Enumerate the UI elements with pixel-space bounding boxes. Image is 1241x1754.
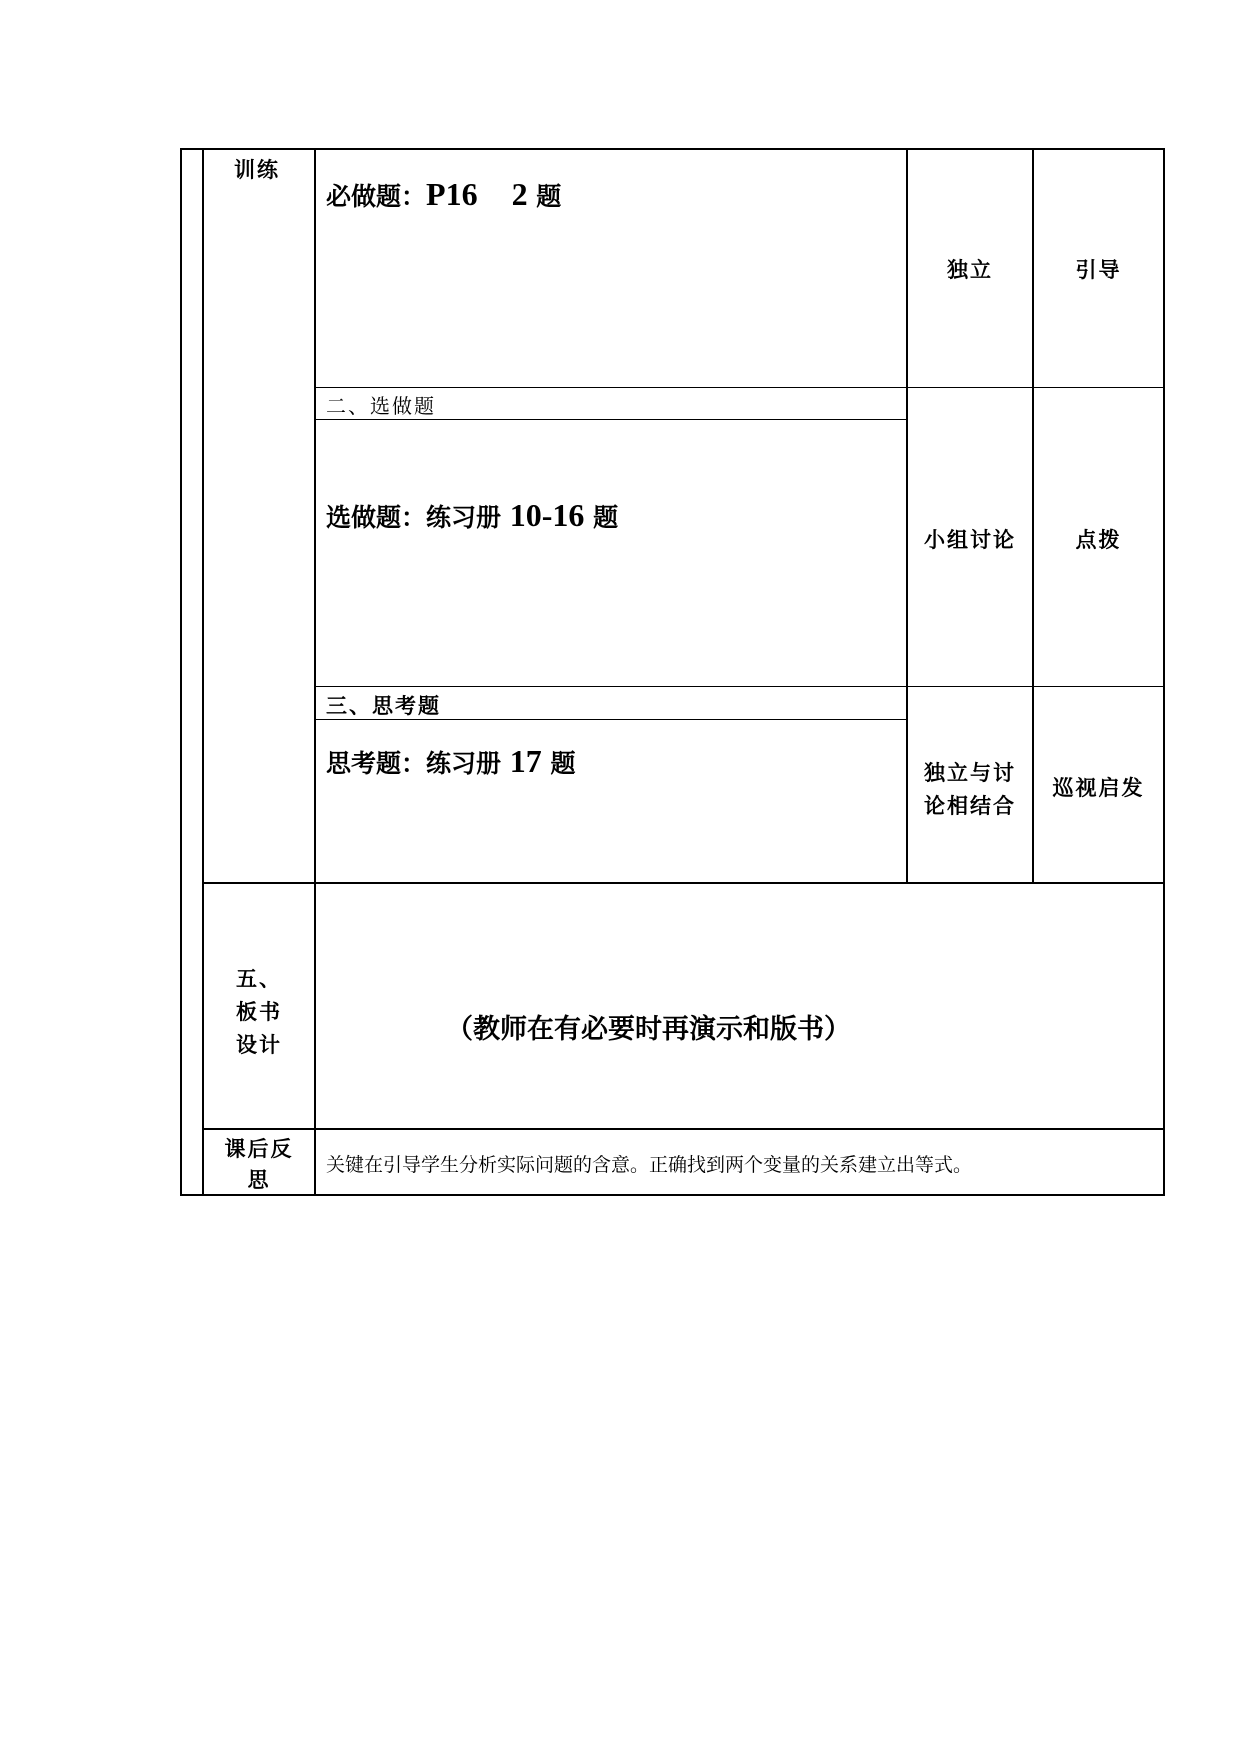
required-prefix: 必做题：: [326, 182, 427, 211]
thinking-number: 17: [509, 743, 542, 779]
optional-heading: 二、选做题: [326, 394, 436, 418]
training-label: 训练: [234, 157, 280, 182]
required-suffix: 题: [536, 182, 562, 211]
grid-line: [202, 1128, 1165, 1130]
thinking-teacher-mode: 巡视启发: [1052, 775, 1145, 800]
reflection-label-line1: 课后反: [224, 1136, 294, 1161]
grid-line: [180, 148, 182, 1196]
required-page: P16: [426, 176, 478, 212]
optional-suffix: 题: [593, 503, 619, 532]
grid-line: [1163, 148, 1165, 1196]
optional-range: 10-16: [509, 497, 585, 533]
optional-teacher-mode: 点拨: [1075, 527, 1122, 552]
grid-line: [180, 148, 1165, 150]
thinking-student-mode-line1: 独立与讨: [924, 760, 1016, 785]
board-label: [204, 962, 314, 1061]
thinking-prefix: 思考题：练习册: [326, 749, 502, 778]
board-label-line1: 五、: [236, 966, 282, 991]
grid-line: [202, 882, 1165, 884]
optional-exercise: [326, 497, 618, 534]
required-exercise: [326, 176, 561, 213]
required-number: 2: [511, 176, 528, 212]
required-teacher-mode: 引导: [1075, 257, 1122, 282]
grid-line: [314, 419, 908, 420]
optional-prefix: 选做题：练习册: [326, 503, 502, 532]
grid-line: [180, 1194, 1165, 1196]
board-label-line3: 设计: [236, 1032, 282, 1057]
thinking-heading: 三、思考题: [326, 693, 441, 718]
thinking-student-mode: [908, 756, 1032, 822]
board-content: （教师在有必要时再演示和版书）: [446, 1014, 851, 1045]
thinking-suffix: 题: [550, 749, 576, 778]
thinking-student-mode-line2: 论相结合: [924, 793, 1016, 818]
thinking-exercise: [326, 743, 575, 780]
grid-line: [314, 686, 1165, 687]
reflection-label: [204, 1133, 314, 1195]
reflection-content: 关键在引导学生分析实际问题的含意。正确找到两个变量的关系建立出等式。: [326, 1154, 973, 1176]
board-label-line2: 板书: [236, 999, 282, 1024]
reflection-label-line2: 思: [247, 1167, 271, 1192]
required-student-mode: 独立: [947, 257, 993, 282]
grid-line: [314, 387, 1165, 388]
optional-student-mode: 小组讨论: [924, 527, 1016, 552]
grid-line: [314, 148, 316, 1196]
